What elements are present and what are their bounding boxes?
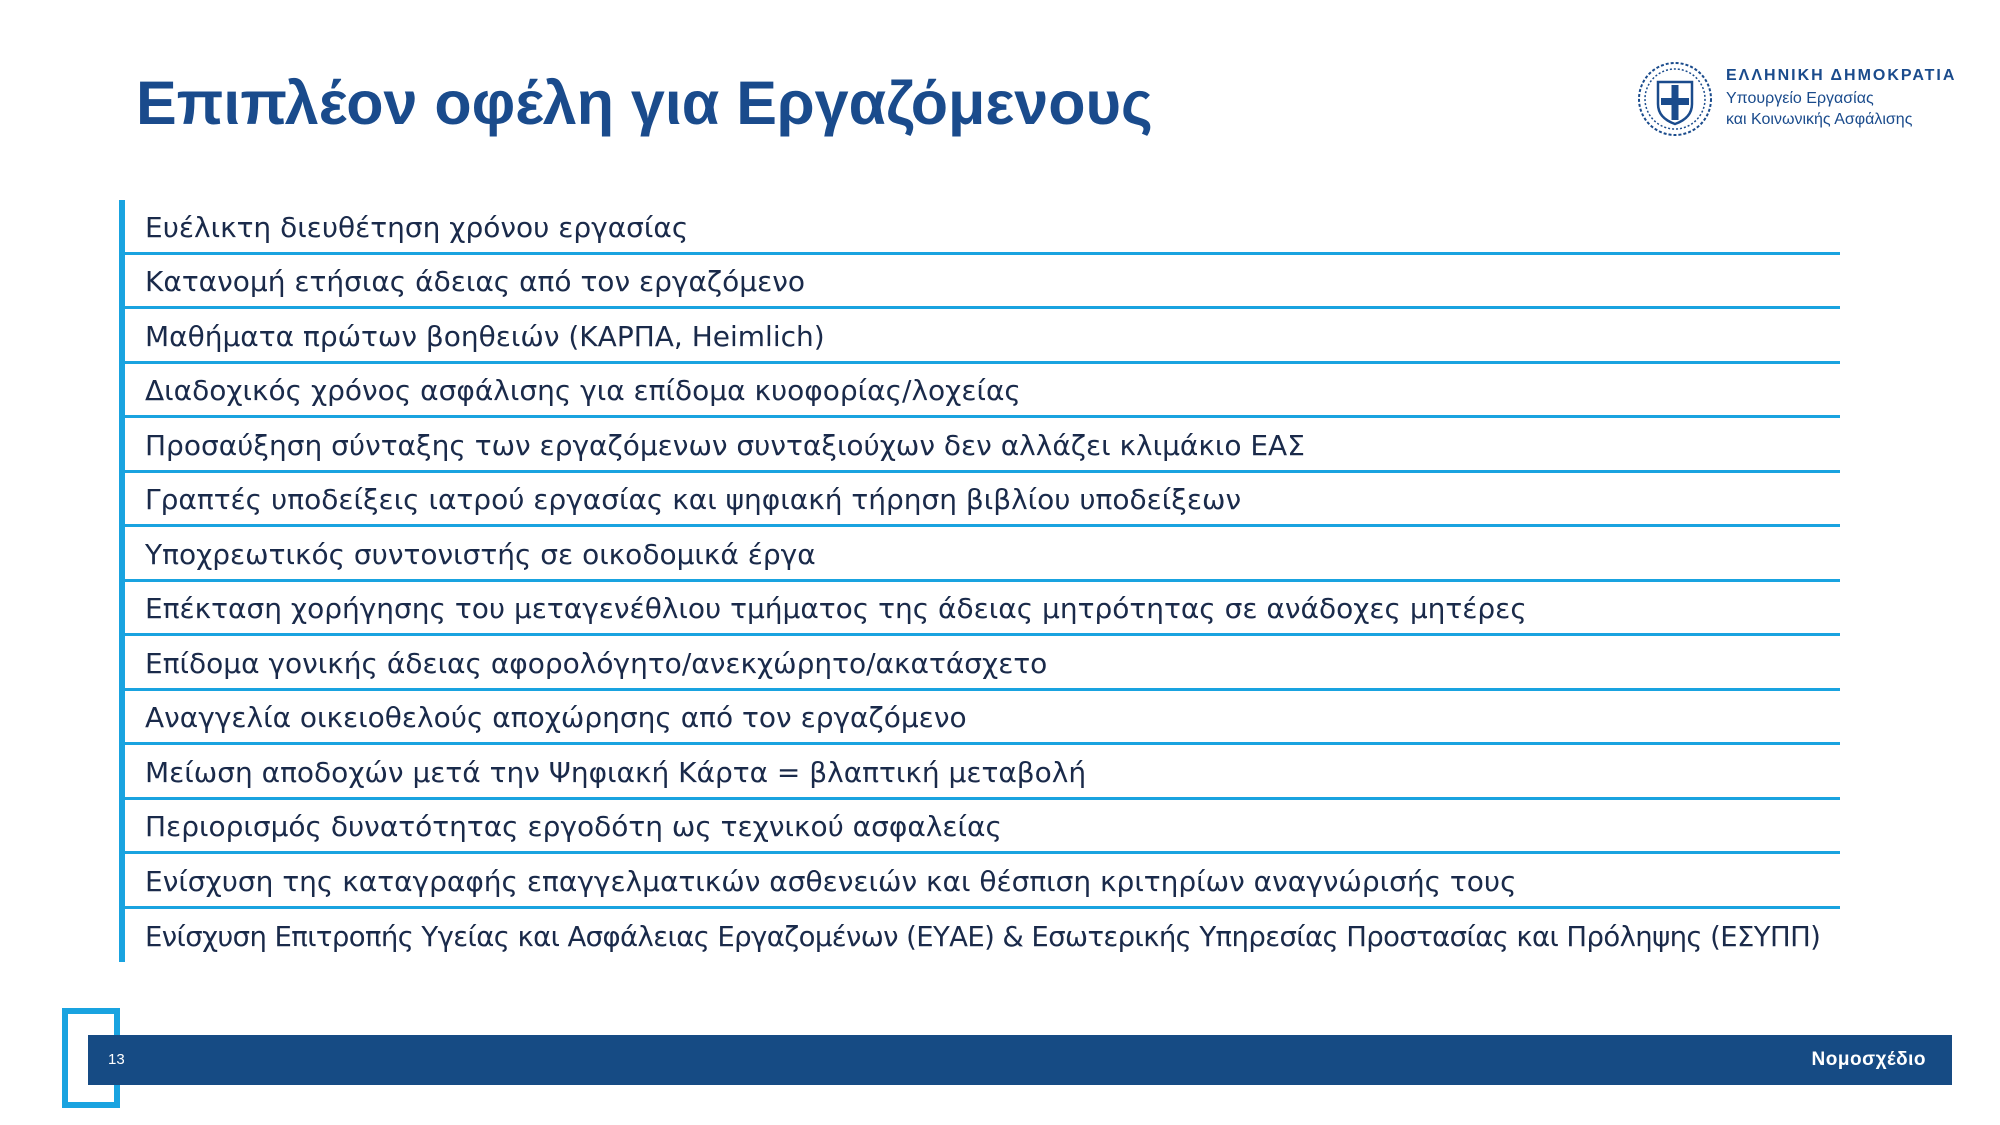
footer-bar <box>88 1035 1952 1085</box>
logo-line-2: Υπουργείο Εργασίας <box>1726 90 1874 107</box>
page-number: 13 <box>108 1051 125 1068</box>
page-title: Επιπλέον οφέλη για Εργαζόμενους <box>136 69 1153 137</box>
list-item: Προσαύξηση σύνταξης των εργαζόμενων συνταξιούχων δεν αλλάζει κλιμάκιο ΕΑΣ <box>125 418 1840 473</box>
bracket-tick-top <box>114 1008 120 1036</box>
list-item: Επέκταση χορήγησης του μεταγενέθλιου τμήματος της άδειας μητρότητας σε ανάδοχες μητέρες <box>125 582 1840 637</box>
list-item: Γραπτές υποδείξεις ιατρού εργασίας και ψηφιακή τήρηση βιβλίου υποδείξεων <box>125 473 1840 528</box>
list-item: Υποχρεωτικός συντονιστής σε οικοδομικά έργα <box>125 527 1840 582</box>
list-item: Ενίσχυση Επιτροπής Υγείας και Ασφάλειας Εργαζομένων (ΕΥΑΕ) & Εσωτερικής Υπηρεσίας Προστασίας και Πρόληψης (ΕΣΥΠΠ) <box>145 921 1821 954</box>
list-item: Μείωση αποδοχών μετά την Ψηφιακή Κάρτα = βλαπτική μεταβολή <box>125 745 1840 800</box>
footer-label: Νομοσχέδιο <box>1811 1049 1926 1070</box>
list-item: Ευέλικτη διευθέτηση χρόνου εργασίας <box>125 200 1840 255</box>
list-item: Μαθήματα πρώτων βοηθειών (ΚΑΡΠΑ, Heimlich) <box>125 309 1840 364</box>
ministry-logo <box>1636 60 1956 140</box>
list-item: Ενίσχυση της καταγραφής επαγγελματικών ασθενειών και θέσπιση κριτηρίων αναγνώρισής τους <box>125 854 1840 909</box>
benefits-list <box>119 200 1840 962</box>
list-item: Περιορισμός δυνατότητας εργοδότη ως τεχνικού ασφαλείας <box>125 800 1840 855</box>
list-item: Επίδομα γονικής άδειας αφορολόγητο/ανεκχώρητο/ακατάσχετο <box>125 636 1840 691</box>
greek-coat-of-arms-icon <box>1636 60 1714 138</box>
list-item: Αναγγελία οικειοθελούς αποχώρησης από τον εργαζόμενο <box>125 691 1840 746</box>
logo-line-3: και Κοινωνικής Ασφάλισης <box>1726 111 1913 128</box>
list-item: Κατανομή ετήσιας άδειας από τον εργαζόμενο <box>125 255 1840 310</box>
logo-line-1: ΕΛΛΗΝΙΚΗ ΔΗΜΟΚΡΑΤΙΑ <box>1726 67 1957 84</box>
list-item: Διαδοχικός χρόνος ασφάλισης για επίδομα κυοφορίας/λοχείας <box>125 364 1840 419</box>
